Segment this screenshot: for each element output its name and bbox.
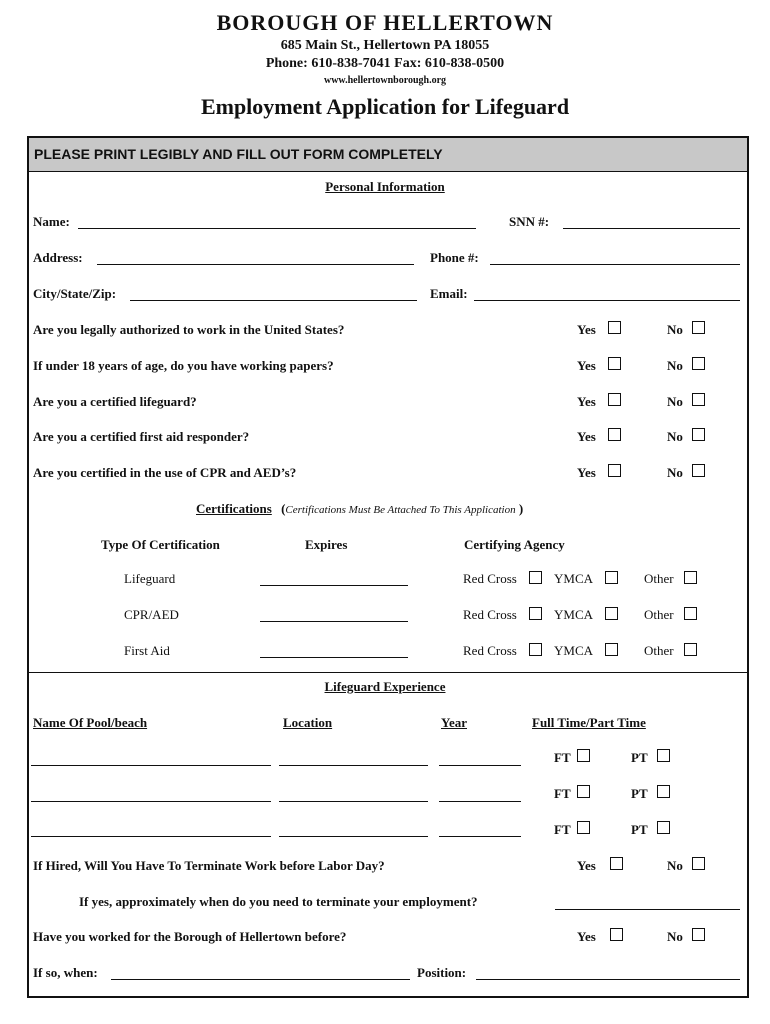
cert-type-first-aid: First Aid [124, 643, 170, 658]
yes-label: Yes [577, 322, 596, 337]
phone-field[interactable] [490, 264, 740, 265]
name-field[interactable] [78, 228, 476, 229]
org-phone-fax: Phone: 610-838-7041 Fax: 610-838-0500 [265, 56, 505, 71]
work-authorization-yes-checkbox[interactable] [608, 321, 621, 334]
experience-heading: Lifeguard Experience [324, 679, 446, 694]
first-aid-expires-field[interactable] [260, 657, 408, 658]
question-first-aid: Are you a certified first aid responder? [33, 429, 250, 444]
pt-label: PT [631, 822, 648, 837]
form-title: Employment Application for Lifeguard [200, 94, 570, 119]
col-expires: Expires [305, 537, 348, 552]
first-aid-other-checkbox[interactable] [684, 643, 697, 656]
yes-label: Yes [577, 394, 596, 409]
working-papers-yes-checkbox[interactable] [608, 357, 621, 370]
lifeguard-other-checkbox[interactable] [684, 571, 697, 584]
worked-before-yes-checkbox[interactable] [610, 928, 623, 941]
experience-2-year-field[interactable] [439, 801, 521, 802]
experience-1-pt-checkbox[interactable] [657, 749, 670, 762]
pt-label: PT [631, 750, 648, 765]
org-website: www.hellertownborough.org [323, 75, 447, 86]
no-label: No [667, 858, 683, 873]
cpr-aed-no-checkbox[interactable] [692, 464, 705, 477]
experience-2-ft-checkbox[interactable] [577, 785, 590, 798]
question-working-papers: If under 18 years of age, do you have working papers? [33, 358, 334, 373]
col-type-of-certification: Type Of Certification [101, 537, 220, 552]
other-label: Other [644, 571, 674, 586]
instructions-banner [29, 138, 747, 172]
experience-3-ft-checkbox[interactable] [577, 821, 590, 834]
no-label: No [667, 429, 683, 444]
ymca-label: YMCA [554, 643, 594, 658]
question-work-authorization: Are you legally authorized to work in the United States? [33, 322, 345, 337]
experience-3-pool-field[interactable] [31, 836, 271, 837]
if-so-when-label: If so, when: [33, 965, 98, 980]
ssn-label: SNN #: [509, 214, 550, 229]
work-authorization-no-checkbox[interactable] [692, 321, 705, 334]
ymca-label: YMCA [554, 607, 594, 622]
experience-3-pt-checkbox[interactable] [657, 821, 670, 834]
ssn-field[interactable] [563, 228, 740, 229]
ft-label: FT [554, 786, 571, 801]
worked-before-no-checkbox[interactable] [692, 928, 705, 941]
note-open-paren: ( [281, 501, 286, 516]
working-papers-no-checkbox[interactable] [692, 357, 705, 370]
experience-2-location-field[interactable] [279, 801, 428, 802]
question-cpr-aed: Are you certified in the use of CPR and AED’s? [33, 465, 297, 480]
experience-1-year-field[interactable] [439, 765, 521, 766]
no-label: No [667, 394, 683, 409]
question-termination-date: If yes, approximately when do you need to terminate your employment? [79, 894, 478, 909]
cpr-aed-yes-checkbox[interactable] [608, 464, 621, 477]
cpr-aed-other-checkbox[interactable] [684, 607, 697, 620]
city-label: City/State/Zip: [33, 286, 117, 301]
if-so-when-field[interactable] [111, 979, 410, 980]
question-certified-lifeguard: Are you a certified lifeguard? [33, 394, 197, 409]
yes-label: Yes [577, 858, 596, 873]
address-field[interactable] [97, 264, 414, 265]
certifications-heading: Certifications [196, 501, 272, 516]
cert-type-cpr-aed: CPR/AED [124, 607, 179, 622]
first-aid-yes-checkbox[interactable] [608, 428, 621, 441]
cpr-aed-expires-field[interactable] [260, 621, 408, 622]
yes-label: Yes [577, 465, 596, 480]
no-label: No [667, 465, 683, 480]
email-label: Email: [430, 286, 468, 301]
experience-1-pool-field[interactable] [31, 765, 271, 766]
yes-label: Yes [577, 429, 596, 444]
terminate-yes-checkbox[interactable] [610, 857, 623, 870]
other-label: Other [644, 643, 674, 658]
no-label: No [667, 358, 683, 373]
question-worked-before: Have you worked for the Borough of Hellertown before? [33, 929, 347, 944]
position-label: Position: [417, 965, 467, 980]
other-label: Other [644, 607, 674, 622]
certifications-heading-row [196, 501, 523, 517]
first-aid-ymca-checkbox[interactable] [605, 643, 618, 656]
note-close-paren: ) [518, 501, 524, 516]
certified-lifeguard-no-checkbox[interactable] [692, 393, 705, 406]
section-divider [29, 672, 747, 673]
experience-1-ft-checkbox[interactable] [577, 749, 590, 762]
yes-label: Yes [577, 358, 596, 373]
no-label: No [667, 322, 683, 337]
pt-label: PT [631, 786, 648, 801]
red-cross-label: Red Cross [463, 643, 517, 658]
first-aid-red-cross-checkbox[interactable] [529, 643, 542, 656]
cpr-aed-red-cross-checkbox[interactable] [529, 607, 542, 620]
personal-info-heading: Personal Information [325, 179, 445, 194]
experience-1-location-field[interactable] [279, 765, 428, 766]
col-location: Location [283, 715, 333, 730]
certifications-note: Certifications Must Be Attached To This Application [285, 504, 516, 516]
red-cross-label: Red Cross [463, 571, 517, 586]
org-name: BOROUGH OF HELLERTOWN [216, 10, 554, 35]
col-certifying-agency: Certifying Agency [464, 537, 565, 552]
ft-label: FT [554, 750, 571, 765]
no-label: No [667, 929, 683, 944]
yes-label: Yes [577, 929, 596, 944]
lifeguard-ymca-checkbox[interactable] [605, 571, 618, 584]
termination-date-field[interactable] [555, 909, 740, 910]
experience-2-pt-checkbox[interactable] [657, 785, 670, 798]
experience-3-location-field[interactable] [279, 836, 428, 837]
experience-3-year-field[interactable] [439, 836, 521, 837]
lifeguard-red-cross-checkbox[interactable] [529, 571, 542, 584]
cert-type-lifeguard: Lifeguard [124, 571, 176, 586]
banner-text: PLEASE PRINT LEGIBLY AND FILL OUT FORM COMPLETELY [34, 146, 443, 162]
city-field[interactable] [130, 300, 417, 301]
phone-label: Phone #: [430, 250, 479, 265]
first-aid-no-checkbox[interactable] [692, 428, 705, 441]
org-address: 685 Main St., Hellertown PA 18055 [280, 38, 490, 53]
address-label: Address: [33, 250, 83, 265]
experience-2-pool-field[interactable] [31, 801, 271, 802]
col-pool-beach: Name Of Pool/beach [33, 715, 148, 730]
col-full-part-time: Full Time/Part Time [532, 715, 646, 730]
question-terminate-before-labor-day: If Hired, Will You Have To Terminate Work before Labor Day? [33, 858, 385, 873]
ft-label: FT [554, 822, 571, 837]
col-year: Year [441, 715, 467, 730]
name-label: Name: [33, 214, 70, 229]
position-field[interactable] [476, 979, 740, 980]
email-field[interactable] [474, 300, 740, 301]
lifeguard-expires-field[interactable] [260, 585, 408, 586]
terminate-no-checkbox[interactable] [692, 857, 705, 870]
cpr-aed-ymca-checkbox[interactable] [605, 607, 618, 620]
ymca-label: YMCA [554, 571, 594, 586]
red-cross-label: Red Cross [463, 607, 517, 622]
certified-lifeguard-yes-checkbox[interactable] [608, 393, 621, 406]
